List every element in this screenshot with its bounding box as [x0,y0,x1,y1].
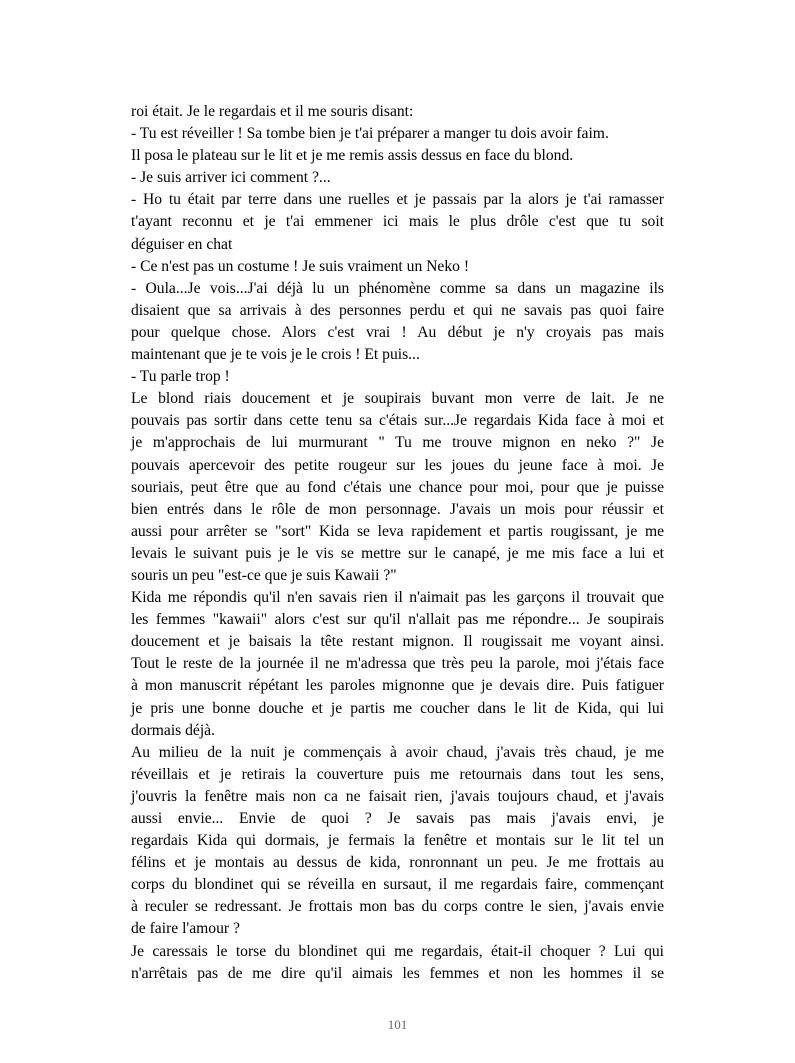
text-line: Tout le reste de la journée il ne m'adressa que très peu la parole, moi j'étais face [131,655,664,673]
text-line: réveillais et je retirais la couverture puis me retournais dans tout les sens, [131,765,664,783]
page-number: 101 [387,1017,408,1032]
text-line: de faire l'amour ? [131,920,240,938]
text-line: roi était. Je le regardais et il me souris disant: [131,103,414,120]
text-line: souriais, peut être que au fond c'étais une chance pour moi, pour que je puisse [131,478,664,496]
text-line: aussi envie... Envie de quoi ? Je savais pas mais j'avais envi, je [131,810,664,827]
body-text [131,101,664,985]
text-line: - Oula...Je vois...J'ai déjà lu un phénomène comme sa dans un magazine ils [131,279,664,297]
text-line: Au milieu de la nuit je commençais à avoir chaud, j'avais très chaud, je me [131,743,664,761]
text-line: à mon manuscrit répétant les paroles mignonne que je devais dire. Puis fatiguer [131,677,664,695]
text-line: dormais déjà. [131,721,216,739]
text-line: levais le suivant puis je le vis se mettre sur le canapé, je me mis face a lui et [131,544,664,562]
text-line: - Je suis arriver ici comment ?... [131,169,331,187]
text-line: t'ayant reconnu et je t'ai emmener ici mais le plus drôle c'est que tu soit [131,213,664,231]
text-line: pouvais apercevoir des petite rougeur sur les joues du jeune face à moi. Je [131,456,664,474]
text-line: aussi pour arrêter se "sort" Kida se leva rapidement et partis rougissant, je me [131,522,664,540]
text-line: corps du blondinet qui se réveilla en sursaut, il me regardais faire, commençant [131,876,664,894]
text-line: à reculer se redressant. Je frottais mon bas du corps contre le sien, j'avais envie [131,898,664,916]
text-line: je m'approchais de lui murmurant " Tu me trouve mignon en neko ?" Je [131,434,664,452]
text-line: - Tu parle trop ! [131,368,230,386]
text-line: bien entrés dans le rôle de mon personnage. J'avais un mois pour réussir et [131,500,664,518]
text-line: j'ouvris la fenêtre mais non ca ne faisait rien, j'avais toujours chaud, et j'avais [131,787,664,805]
text-line: Il posa le plateau sur le lit et je me remis assis dessus en face du blond. [131,147,574,165]
text-line: - Tu est réveiller ! Sa tombe bien je t'ai préparer a manger tu dois avoir faim. [131,125,609,143]
text-line: Le blond riais doucement et je soupirais buvant mon verre de lait. Je ne [131,390,664,408]
text-line: je pris une bonne douche et je partis me coucher dans le lit de Kida, qui lui [131,699,664,717]
text-line: souris un peu "est-ce que je suis Kawaii ?" [131,566,397,584]
text-line: les femmes "kawaii" alors c'est sur qu'il n'allait pas me répondre... Je soupirais [131,611,664,629]
text-line: n'arrêtais pas de me dire qu'il aimais les femmes et non les hommes il se [131,964,664,982]
text-line: - Ce n'est pas un costume ! Je suis vraiment un Neko ! [131,257,470,275]
text-line: pour quelque chose. Alors c'est vrai ! Au début je n'y croyais pas mais [131,323,664,341]
text-line: Kida me répondis qu'il n'en savais rien il n'aimait pas les garçons il trouvait que [131,589,664,607]
text-line: doucement et je baisais la tête restant mignon. Il rougissait me voyant ainsi. [131,633,664,651]
text-line: - Ho tu était par terre dans une ruelles et je passais par la alors je t'ai ramasser [131,191,664,209]
text-line: félins et je montais au dessus de kida, ronronnant un peu. Je me frottais au [131,854,664,872]
text-line: déguiser en chat [131,235,233,253]
text-line: disaient que sa arrivais à des personnes perdu et qui ne savais pas quoi faire [131,301,664,319]
text-line: Je caressais le torse du blondinet qui me regardais, était-il choquer ? Lui qui [131,942,664,960]
text-line: regardais Kida qui dormais, je fermais la fenêtre et montais sur le lit tel un [131,832,664,850]
text-line: maintenant que je te vois je le crois ! Et puis... [131,346,420,364]
text-line: pouvais pas sortir dans cette tenu sa c'étais sur...Je regardais Kida face à moi et [131,412,664,430]
